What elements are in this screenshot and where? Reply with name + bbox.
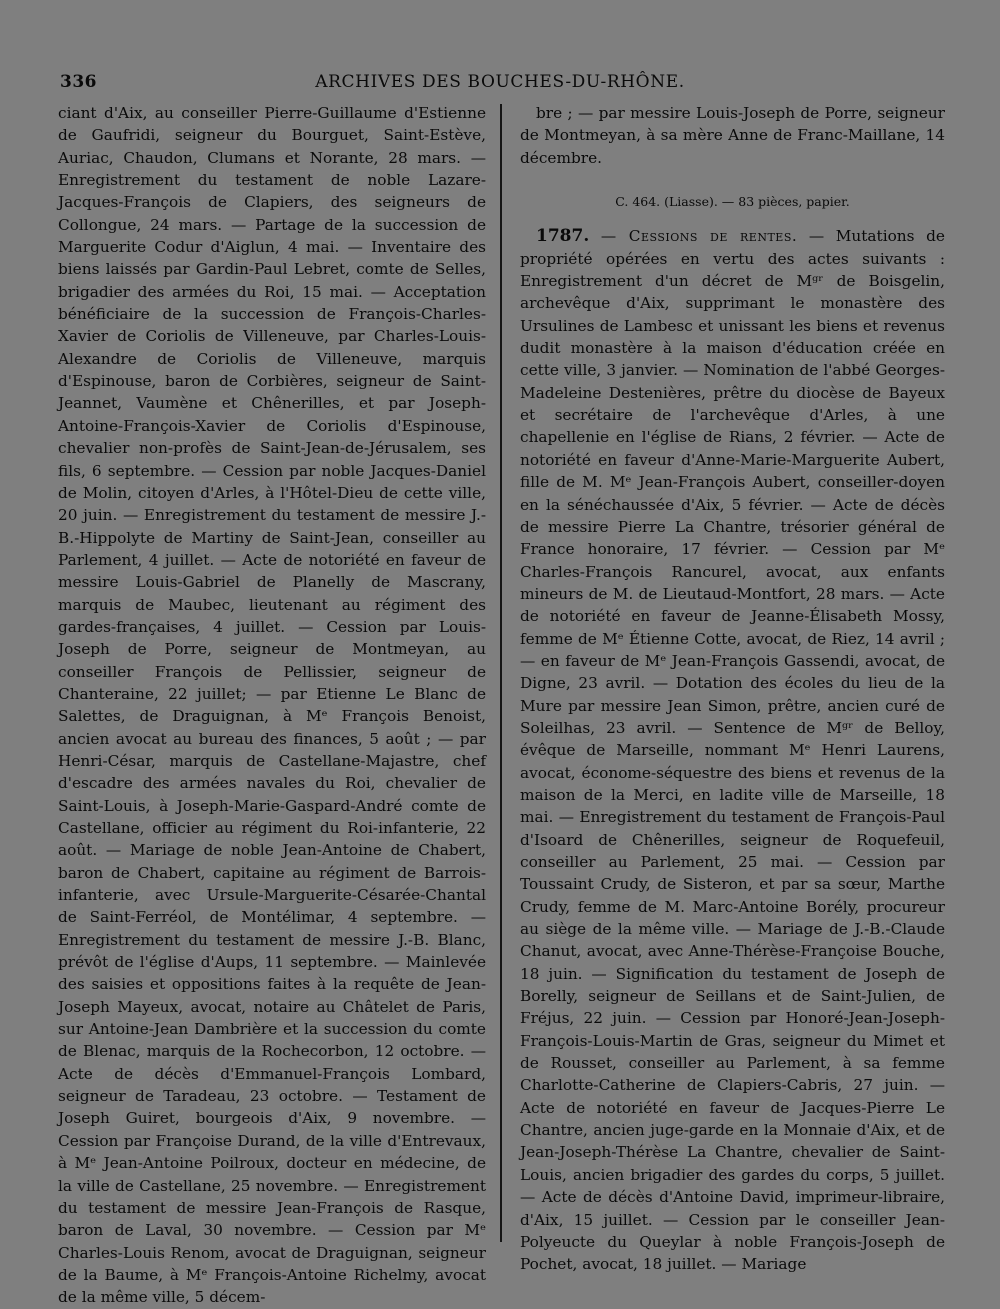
left-column bbox=[58, 102, 486, 1309]
column-rule bbox=[500, 104, 502, 1242]
cote-line: C. 464. (Liasse). — 83 pièces, papier. bbox=[615, 194, 850, 210]
running-head: ARCHIVES DES BOUCHES-DU-RHÔNE. bbox=[315, 72, 685, 92]
right-column-text: — Mutations de propriété opérées en vertu des actes suivants : Enregistrement d'un décret de Mᵍʳ de Boisgelin, archevêque d'Aix, supprimant le monastère des Ursulines de Lambesc et unissant les biens et revenus dudit monastère à la maison d'éducation créée en cette ville, 3 janvier. — Nomination de l'abbé Georges-Madeleine Destenières, prêtre du diocèse de Bayeux et secrétaire de l'archevêque d'Arles, à une chapellenie en l'église de Rians, 2 février. — Acte de notoriété en faveur d'Anne-Marie-Marguerite Aubert, fille de M. Mᵉ Jean-François Aubert, conseiller-doyen en la sénéchaussée d'Aix, 5 février. — Acte de décès de messire Pierre La Chantre, trésorier général de France honoraire, 17 février. — Cession par Mᵉ Charles-François Rancurel, avocat, aux enfants mineurs de M. de Lieutaud-Montfort, 28 mars. — Acte de notoriété en faveur de Jeanne-Élisabeth Mossy, femme de Mᵉ Étienne Cotte, avocat, de Riez, 14 avril ; — en faveur de Mᵉ Jean-François Gassendi, avocat, de Digne, 23 avril. — Dotation des écoles du lieu de la Mure par messire Jean Simon, prêtre, ancien curé de Soleilhas, 23 avril. — Sentence de Mᵍʳ de Belloy, évêque de Marseille, nommant Mᵉ Henri Laurens, avocat, économe-séquestre des biens et revenus de la maison de la Merci, en ladite ville de Marseille, 18 mai. — Enregistrement du testament de François-Paul d'Isoard de Chênerilles, seigneur de Roquefeuil, conseiller au Parlement, 25 mai. — Cession par Toussaint Crudy, de Sisteron, et par sa sœur, Marthe Crudy, femme de M. Marc-Antoine Borély, procureur au siège de la même ville. — Mariage de J.-B.-Claude Chanut, avocat, avec Anne-Thérèse-Françoise Bouche, 18 juin. — Signification du testament de Joseph de Borelly, seigneur de Seillans et de Saint-Julien, de Fréjus, 22 juin. — Cession par Honoré-Jean-Joseph-François-Louis-Martin de Gras, seigneur du Mimet et de Rousset, conseiller au Parlement, à sa femme Charlotte-Catherine de Clapiers-Cabris, 27 juin. — Acte de notoriété en faveur de Jacques-Pierre Le Chantre, ancien juge-garde en la Monnaie d'Aix, et de Jean-Joseph-Thérèse La Chantre, chevalier de Saint-Louis, ancien brigadier des gardes du corps, 5 juillet. — Acte de décès d'Antoine David, imprimeur-libraire, d'Aix, 15 juillet. — Cession par le conseiller Jean-Polyeucte du Queylar à noble François-Joseph de Pochet, avocat, 18 juillet. — Mariage bbox=[520, 227, 945, 1274]
year-label: 1787. bbox=[536, 226, 590, 247]
page-number: 336 bbox=[60, 72, 97, 92]
section-title: — Cessions de rentes. bbox=[600, 227, 798, 246]
continuation-text: bre ; — par messire Louis-Joseph de Porre, seigneur de Montmeyan, à sa mère Anne de Franc-Maillane, 14 décembre. bbox=[520, 104, 945, 167]
right-column bbox=[520, 102, 945, 1276]
left-column-text: ciant d'Aix, au conseiller Pierre-Guillaume d'Estienne de Gaufridi, seigneur du Bourguet, Saint-Estève, Auriac, Chaudon, Clumans et Norante, 28 mars. — Enregistrement du testament de noble Lazare-Jacques-François de Clapiers, des seigneurs de Collongue, 24 mars. — Partage de la succession de Marguerite Codur d'Aiglun, 4 mai. — Inventaire des biens laissés par Gardin-Paul Lebret, comte de Selles, brigadier des armées du Roi, 15 mai. — Acceptation bénéficiaire de la succession de François-Charles-Xavier de Coriolis de Villeneuve, par Charles-Louis-Alexandre de Coriolis de Villeneuve, marquis d'Espinouse, baron de Corbières, seigneur de Saint-Jeannet, Vaumène et Chênerilles, et par Joseph-Antoine-François-Xavier de Coriolis d'Espinouse, chevalier non-profès de Saint-Jean-de-Jérusalem, ses fils, 6 septembre. — Cession par noble Jacques-Daniel de Molin, citoyen d'Arles, à l'Hôtel-Dieu de cette ville, 20 juin. — Enregistrement du testament de messire J.-B.-Hippolyte de Martiny de Saint-Jean, conseiller au Parlement, 4 juillet. — Acte de notoriété en faveur de messire Louis-Gabriel de Planelly de Mascrany, marquis de Maubec, lieutenant au régiment des gardes-françaises, 4 juillet. — Cession par Louis-Joseph de Porre, seigneur de Montmeyan, au conseiller François de Pellissier, seigneur de Chanteraine, 22 juillet; — par Etienne Le Blanc de Salettes, de Draguignan, à Mᵉ François Benoist, ancien avocat au bureau des finances, 5 août ; — par Henri-César, marquis de Castellane-Majastre, chef d'escadre des armées navales du Roi, chevalier de Saint-Louis, à Joseph-Marie-Gaspard-André comte de Castellane, officier au régiment du Roi-infanterie, 22 août. — Mariage de noble Jean-Antoine de Chabert, baron de Chabert, capitaine au régiment de Barrois-infanterie, avec Ursule-Marguerite-Césarée-Chantal de Saint-Ferréol, de Montélimar, 4 septembre. — Enregistrement du testament de messire J.-B. Blanc, prévôt de l'église d'Aups, 11 septembre. — Mainlevée des saisies et oppositions faites à la requête de Jean-Joseph Mayeux, avocat, notaire au Châtelet de Paris, sur Antoine-Jean Dambrière et la succession du comte de Blenac, marquis de la Rochecorbon, 12 octobre. — Acte de décès d'Emmanuel-François Lombard, seigneur de Taradeau, 23 octobre. — Testament de Joseph Guiret, bourgeois d'Aix, 9 novembre. — Cession par Françoise Durand, de la ville d'Entrevaux, à Mᵉ Jean-Antoine Poilroux, docteur en médecine, de la ville de Castellane, 25 novembre. — Enregistrement du testament de messire Jean-François de Rasque, baron de Laval, 30 novembre. — Cession par Mᵉ Charles-Louis Renom, avocat de Draguignan, seigneur de la Baume, à Mᵉ François-Antoine Richelmy, avocat de la même ville, 5 décem- bbox=[58, 104, 486, 1307]
year-entry bbox=[520, 225, 945, 1275]
